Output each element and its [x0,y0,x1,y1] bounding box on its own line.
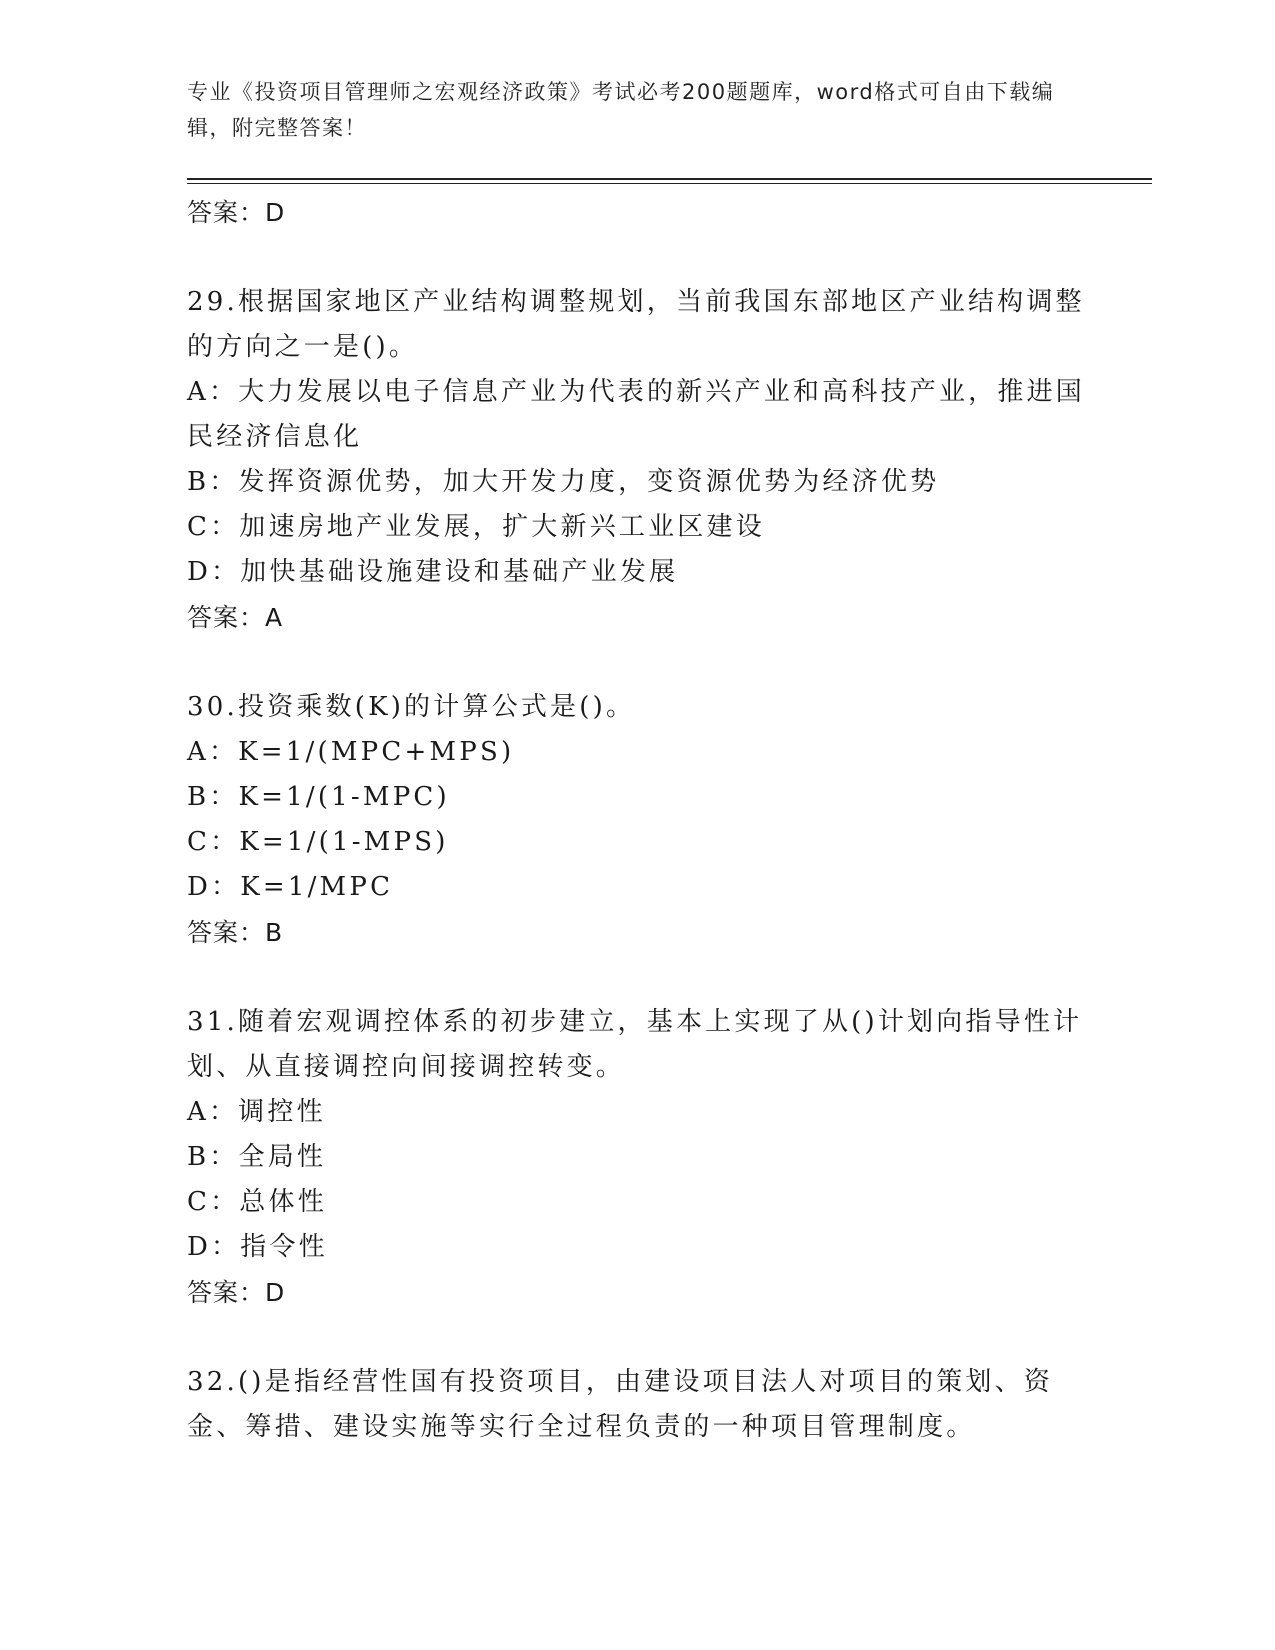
question-31 [187,1000,1087,1316]
question-list [187,190,1087,1450]
option-b: B：K=1/(1-MPC) [187,782,450,812]
question-30 [187,685,1087,956]
option-a: A：大力发展以电子信息产业为代表的新兴产业和高科技产业，推进国民经济信息化 [187,377,1085,452]
header-divider [187,178,1152,180]
option-b: B：全局性 [187,1142,327,1172]
option-b: B：发挥资源优势，加大开发力度，变资源优势为经济优势 [187,467,940,497]
answer-label: 答案：A [187,603,284,632]
question-32 [187,1360,1087,1450]
document-header: 专业《投资项目管理师之宏观经济政策》考试必考200题题库，word格式可自由下载编辑，附完整答案！ [187,80,1055,140]
option-c: C：总体性 [187,1187,327,1217]
answer-label: 答案：D [187,1278,286,1307]
option-c: C：K=1/(1-MPS) [187,827,449,857]
previous-answer: 答案：D [187,198,286,227]
question-stem: 31.随着宏观调控体系的初步建立，基本上实现了从()计划向指导性计划、从直接调控向间接调控转变。 [187,1007,1083,1082]
option-a: A：K=1/(MPC+MPS) [187,737,515,767]
option-c: C：加速房地产业发展，扩大新兴工业区建设 [187,512,765,542]
header-divider-thin [187,183,1152,184]
option-d: D：指令性 [187,1232,328,1262]
question-stem: 29.根据国家地区产业结构调整规划，当前我国东部地区产业结构调整的方向之一是()。 [187,287,1085,362]
question-stem: 30.投资乘数(K)的计算公式是()。 [187,692,636,722]
option-d: D：K=1/MPC [187,872,394,902]
option-a: A：调控性 [187,1097,326,1127]
question-stem: 32.()是指经营性国有投资项目，由建设项目法人对项目的策划、资金、筹措、建设实施等实行全过程负责的一种项目管理制度。 [187,1367,1054,1442]
answer-label: 答案：B [187,918,284,947]
option-d: D：加快基础设施建设和基础产业发展 [187,557,679,587]
question-29 [187,280,1087,641]
